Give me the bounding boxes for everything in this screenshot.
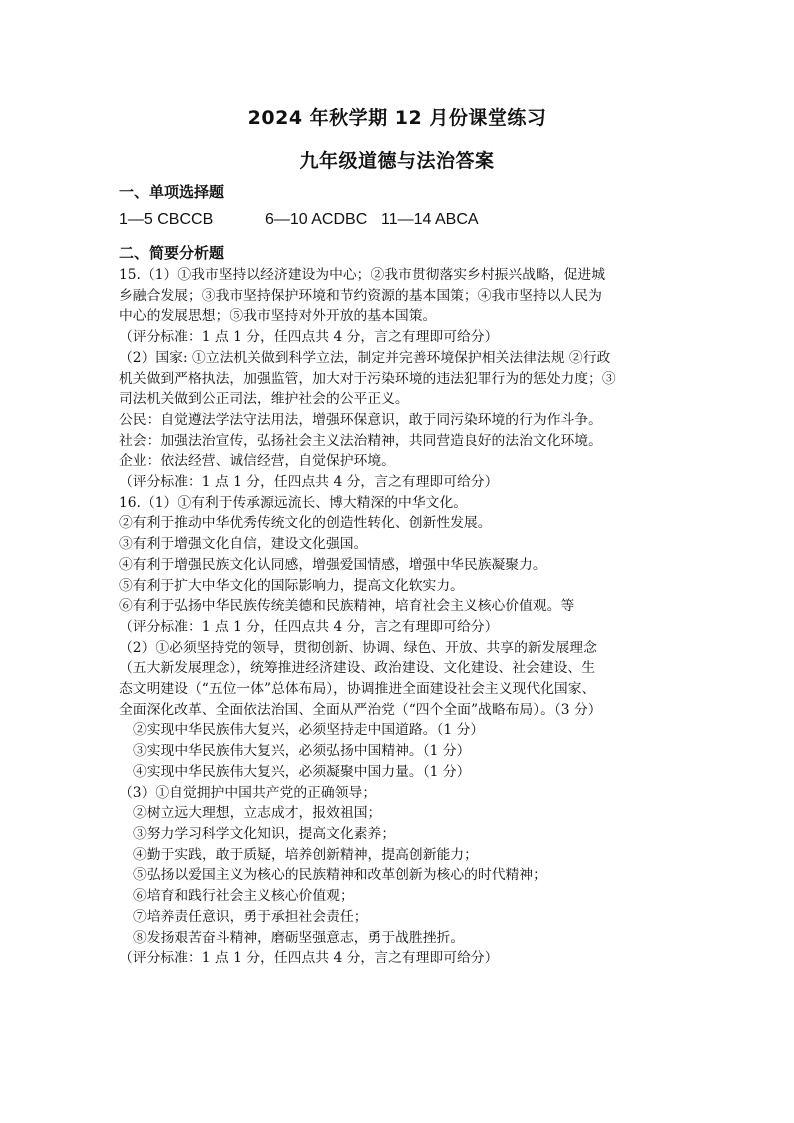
answer-line: 企业：依法经营、诚信经营，自觉保护环境。 [119, 453, 395, 470]
answer-line: ④实现中华民族伟大复兴，必须凝聚中国力量。（1 分） [133, 763, 471, 780]
answer-line: （2）国家: ①立法机关做到科学立法，制定并完善环境保护相关法律法规 ②行政 [119, 349, 611, 366]
scoring-note: （评分标准：1 点 1 分，任四点共 4 分，言之有理即可给分） [119, 474, 499, 491]
scoring-note: （评分标准：1 点 1 分，任四点共 4 分，言之有理即可给分） [119, 618, 499, 635]
answer-line: ④勤于实践，敢于质疑，培养创新精神，提高创新能力； [133, 846, 478, 863]
answer-line: ⑧发扬艰苦奋斗精神，磨砺坚强意志，勇于战胜挫折。 [133, 929, 465, 946]
answer-line: 16.（1）①有利于传承源远流长、博大精深的中华文化。 [119, 494, 468, 511]
answer-line: 乡融合发展；③我市坚持保护环境和节约资源的基本国策；④我市坚持以人民为 [119, 287, 602, 304]
analysis-answers [119, 265, 699, 969]
answer-line: ⑤弘扬以爱国主义为核心的民族精神和改革创新为核心的时代精神； [133, 867, 547, 884]
answer-group: 6—10 ACDBC [265, 211, 368, 228]
answer-line: 15.（1）①我市坚持以经济建设为中心；②我市贯彻落实乡村振兴战略，促进城 [119, 267, 606, 283]
answer-line: ③有利于增强文化自信，建设文化强国。 [119, 536, 368, 553]
answer-line: 公民：自觉遵法学法守法用法，增强环保意识，敢于同污染环境的行为作斗争。 [119, 411, 602, 428]
answer-line: 全面深化改革、全面依法治国、全面从严治党（“四个全面”战略布局）。（3 分） [119, 701, 602, 718]
answer-line: 态文明建设（“五位一体”总体布局），协调推进全面建设社会主义现代化国家、 [119, 681, 596, 698]
section-heading-choice: 一、单项选择题 [119, 183, 225, 201]
answer-line: 司法机关做到公正司法，维护社会的公平正义。 [119, 391, 409, 408]
answer-line: 机关做到严格执法，加强监管，加大对于污染环境的违法犯罪行为的惩处力度；③ [119, 370, 616, 387]
answer-line: ⑥有利于弘扬中华民族传统美德和民族精神，培育社会主义核心价值观。等 [119, 598, 575, 615]
answer-line: ③努力学习科学文化知识，提高文化素养； [133, 825, 396, 842]
answer-line: ⑤有利于扩大中华文化的国际影响力，提高文化软实力。 [119, 577, 464, 594]
section-heading-analysis: 二、简要分析题 [119, 244, 225, 262]
answer-group: 11—14 ABCA [381, 211, 479, 228]
answer-line: ②有利于推动中华优秀传统文化的创造性转化、创新性发展。 [119, 515, 492, 532]
answer-group: 1—5 CBCCB [119, 211, 214, 228]
answer-line: ②树立远大理想，立志成才，报效祖国； [133, 805, 382, 822]
answer-line: ⑦培养责任意识，勇于承担社会责任； [133, 908, 368, 925]
answer-line: 社会：加强法治宣传，弘扬社会主义法治精神，共同营造良好的法治文化环境。 [119, 432, 602, 449]
answer-line: 中心的发展思想；⑤我市坚持对外开放的基本国策。 [119, 308, 437, 325]
answer-line: ⑥培育和践行社会主义核心价值观； [133, 888, 354, 905]
answer-line: （3）①自觉拥护中国共产党的正确领导； [119, 784, 377, 801]
answer-line: ④有利于增强民族文化认同感，增强爱国情感，增强中华民族凝聚力。 [119, 556, 547, 573]
choice-answers [119, 211, 479, 229]
scoring-note: （评分标准：1 点 1 分，任四点共 4 分，言之有理即可给分） [119, 329, 499, 346]
answer-line: （2）①必须坚持党的领导，贯彻创新、协调、绿色、开放、共享的新发展理念 [119, 639, 597, 656]
page-title: 2024 年秋学期 12 月份课堂练习 [247, 107, 547, 129]
scoring-note: （评分标准：1 点 1 分，任四点共 4 分，言之有理即可给分） [119, 950, 499, 967]
page-subtitle: 九年级道德与法治答案 [299, 150, 495, 172]
answer-line: ③实现中华民族伟大复兴，必须弘扬中国精神。（1 分） [133, 743, 471, 760]
answer-line: ②实现中华民族伟大复兴，必须坚持走中国道路。（1 分） [133, 722, 485, 739]
answer-line: （五大新发展理念），统筹推进经济建设、政治建设、文化建设、社会建设、生 [119, 660, 595, 677]
